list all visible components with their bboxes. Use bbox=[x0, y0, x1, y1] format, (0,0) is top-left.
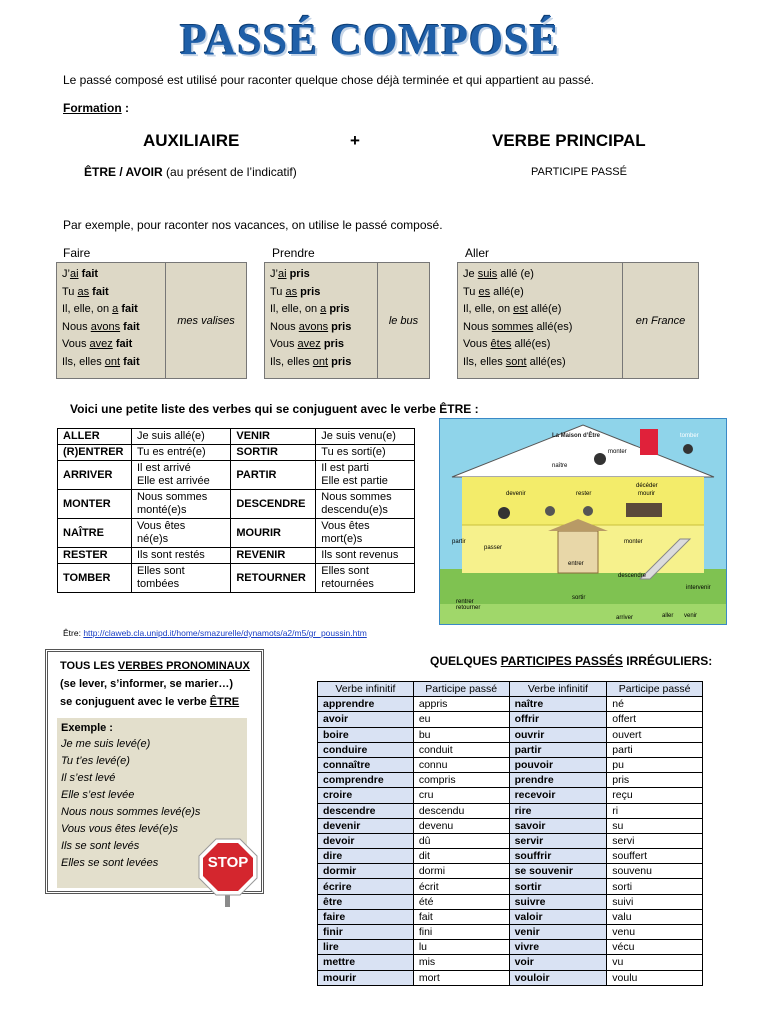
infinitive-cell: devoir bbox=[318, 833, 414, 848]
text-fragment: a bbox=[112, 303, 119, 315]
verb-cell: PARTIR bbox=[231, 461, 316, 490]
text-fragment: fait bbox=[118, 303, 138, 315]
pronominal-line-1 bbox=[60, 660, 250, 672]
text-fragment: pris bbox=[326, 303, 350, 315]
participle-cell: conduit bbox=[413, 742, 509, 757]
house-label-intervenir: intervenir bbox=[686, 585, 711, 591]
infinitive-cell: connaître bbox=[318, 757, 414, 772]
participle-cell: parti bbox=[607, 742, 703, 757]
infinitive-cell: vouloir bbox=[509, 970, 607, 985]
stop-sign-icon bbox=[196, 837, 260, 907]
text-fragment: ÊTRE bbox=[209, 696, 240, 708]
infinitive-cell: offrir bbox=[509, 712, 607, 727]
header-verbe-infinitif-2: Verbe infinitif bbox=[509, 682, 607, 697]
table-row bbox=[318, 727, 703, 742]
verb-cell: RETOURNER bbox=[231, 564, 316, 593]
infinitive-cell: être bbox=[318, 894, 414, 909]
pronominal-example: Je me suis levé(e) bbox=[61, 738, 151, 750]
text-fragment: fait bbox=[120, 320, 140, 333]
infinitive-cell: venir bbox=[509, 925, 607, 940]
page-title: PASSÉ COMPOSÉ bbox=[179, 15, 561, 64]
infinitive-cell: croire bbox=[318, 788, 414, 803]
example-cell: Ils sont restés bbox=[131, 548, 230, 564]
text-fragment: fait bbox=[89, 285, 109, 298]
participle-cell: dit bbox=[413, 849, 509, 864]
conj-box-prendre bbox=[264, 262, 430, 379]
conj-line bbox=[463, 354, 617, 372]
table-row bbox=[58, 519, 415, 548]
verb-cell: DESCENDRE bbox=[231, 490, 316, 519]
conj-heading-prendre: Prendre bbox=[272, 246, 315, 260]
house-title: La Maison d’Être bbox=[552, 433, 601, 439]
house-label-rester: rester bbox=[576, 491, 592, 497]
infinitive-cell: voir bbox=[509, 955, 607, 970]
verb-cell: (R)ENTRER bbox=[58, 445, 132, 461]
infinitive-cell: avoir bbox=[318, 712, 414, 727]
conj-object-prendre: le bus bbox=[388, 314, 419, 327]
table-row bbox=[318, 742, 703, 757]
example-cell: Vous êtes mort(e)s bbox=[316, 519, 415, 548]
irregular-heading bbox=[430, 654, 712, 668]
text-fragment: allé(e) bbox=[527, 303, 562, 315]
etre-verbs-table bbox=[57, 428, 415, 593]
text-fragment: fait bbox=[112, 338, 133, 350]
formation-label: Formation bbox=[63, 101, 122, 115]
participle-cell: écrit bbox=[413, 879, 509, 894]
text-fragment: ai bbox=[277, 268, 287, 280]
text-fragment: suis bbox=[477, 268, 498, 280]
conj-line bbox=[270, 266, 372, 284]
example-sentence: Par exemple, pour raconter nos vacances, on utilise le passé composé. bbox=[63, 218, 443, 232]
infinitive-cell: faire bbox=[318, 909, 414, 924]
text-fragment: êtes bbox=[490, 338, 512, 350]
house-label-descendre: descendre bbox=[618, 573, 647, 579]
conj-lines-aller bbox=[458, 263, 623, 378]
table-row bbox=[318, 849, 703, 864]
house-drawing bbox=[440, 419, 726, 624]
text-fragment: allé(es) bbox=[526, 355, 566, 368]
participle-cell: vu bbox=[607, 955, 703, 970]
house-label-devenir: devenir bbox=[506, 491, 526, 497]
infinitive-cell: apprendre bbox=[318, 697, 414, 712]
verb-cell: REVENIR bbox=[231, 548, 316, 564]
formation-heading bbox=[63, 101, 129, 115]
infinitive-cell: se souvenir bbox=[509, 864, 607, 879]
text-fragment: allé(es) bbox=[533, 320, 573, 333]
verbe-principal-label: VERBE PRINCIPAL bbox=[492, 131, 646, 150]
participle-cell: ri bbox=[607, 803, 703, 818]
conj-line bbox=[270, 284, 372, 302]
table-row bbox=[58, 461, 415, 490]
participle-cell: compris bbox=[413, 773, 509, 788]
infinitive-cell: partir bbox=[509, 742, 607, 757]
text-fragment: pris bbox=[328, 355, 352, 368]
table-row bbox=[318, 773, 703, 788]
pronominal-line-3 bbox=[60, 696, 239, 708]
text-fragment: Vous bbox=[463, 338, 491, 350]
participle-cell: mort bbox=[413, 970, 509, 985]
text-fragment: se conjuguent avec le verbe bbox=[60, 696, 210, 708]
conj-box-aller bbox=[457, 262, 699, 379]
participle-cell: vécu bbox=[607, 940, 703, 955]
etre-avoir: ÊTRE / AVOIR bbox=[84, 165, 163, 179]
infinitive-cell: ouvrir bbox=[509, 727, 607, 742]
verb-cell: ALLER bbox=[58, 429, 132, 445]
source-label: Être: bbox=[63, 628, 84, 638]
participle-cell: voulu bbox=[607, 970, 703, 985]
text-fragment: ai bbox=[69, 268, 79, 280]
participle-cell: devenu bbox=[413, 818, 509, 833]
text-fragment: Tu bbox=[463, 285, 479, 298]
text-fragment: pris bbox=[320, 338, 345, 350]
pronominal-example: Nous nous sommes levé(e)s bbox=[61, 806, 201, 818]
text-fragment: Vous bbox=[270, 338, 298, 350]
text-fragment: Nous bbox=[463, 320, 492, 333]
participle-cell: cru bbox=[413, 788, 509, 803]
text-fragment: avez bbox=[89, 338, 113, 350]
verb-cell: RESTER bbox=[58, 548, 132, 564]
conj-line bbox=[62, 301, 160, 319]
text-fragment: Il, elle, on bbox=[62, 303, 113, 315]
participle-cell: offert bbox=[607, 712, 703, 727]
text-fragment: Tu bbox=[62, 285, 78, 298]
header-participe-passe-2: Participe passé bbox=[607, 682, 703, 697]
header-participe-passe: Participe passé bbox=[413, 682, 509, 697]
conj-line bbox=[463, 284, 617, 302]
participle-cell: reçu bbox=[607, 788, 703, 803]
text-fragment: Nous bbox=[62, 320, 91, 333]
source-line bbox=[63, 628, 367, 638]
text-fragment: Il, elle, on bbox=[270, 303, 321, 315]
infinitive-cell: sortir bbox=[509, 879, 607, 894]
plus-sign: + bbox=[350, 131, 360, 150]
text-fragment: est bbox=[513, 303, 528, 315]
conj-line bbox=[463, 301, 617, 319]
conj-line bbox=[270, 319, 372, 337]
infinitive-cell: mourir bbox=[318, 970, 414, 985]
table-header-row bbox=[318, 682, 703, 697]
participle-cell: valu bbox=[607, 909, 703, 924]
house-label-monter: monter bbox=[624, 539, 643, 545]
infinitive-cell: mettre bbox=[318, 955, 414, 970]
verb-cell: VENIR bbox=[231, 429, 316, 445]
conj-line bbox=[62, 284, 160, 302]
participle-cell: connu bbox=[413, 757, 509, 772]
house-label-arriver: arriver bbox=[616, 615, 634, 621]
table-row bbox=[318, 818, 703, 833]
participle-cell: suivi bbox=[607, 894, 703, 909]
table-row bbox=[58, 429, 415, 445]
text-fragment: J’ bbox=[62, 268, 70, 280]
verb-cell: NAÎTRE bbox=[58, 519, 132, 548]
house-label-mourir: mourir bbox=[638, 491, 656, 497]
example-cell: Il est arrivé Elle est arrivée bbox=[131, 461, 230, 490]
participle-cell: souffert bbox=[607, 849, 703, 864]
conj-heading-faire: Faire bbox=[63, 246, 91, 260]
table-row bbox=[318, 909, 703, 924]
pronominal-example: Vous vous êtes levé(e)s bbox=[61, 823, 178, 835]
text-fragment: a bbox=[320, 303, 327, 315]
participle-cell: appris bbox=[413, 697, 509, 712]
participle-cell: servi bbox=[607, 833, 703, 848]
text-fragment: Ils, elles bbox=[62, 355, 105, 368]
etre-list-heading: Voici une petite liste des verbes qui se conjuguent avec le verbe ÊTRE : bbox=[70, 402, 479, 416]
house-label-entrer: entrer bbox=[568, 561, 584, 567]
conj-line bbox=[463, 266, 617, 284]
infinitive-cell: suivre bbox=[509, 894, 607, 909]
example-cell: Je suis allé(e) bbox=[131, 429, 230, 445]
infinitive-cell: prendre bbox=[509, 773, 607, 788]
text-fragment: pris bbox=[328, 320, 352, 333]
example-cell: Je suis venu(e) bbox=[316, 429, 415, 445]
etre-avoir-line bbox=[84, 165, 297, 179]
infinitive-cell: conduire bbox=[318, 742, 414, 757]
house-label-sortir: sortir bbox=[572, 595, 586, 601]
conj-line bbox=[463, 336, 617, 354]
example-cell: Elles sont tombées bbox=[131, 564, 230, 593]
conj-line bbox=[62, 319, 160, 337]
table-row bbox=[318, 925, 703, 940]
text-fragment: as bbox=[77, 285, 90, 298]
pronominal-example: Ils se sont levés bbox=[61, 840, 140, 852]
text-fragment: as bbox=[285, 285, 298, 298]
text-fragment: allé(e) bbox=[490, 285, 524, 298]
house-label-tomber: tomber bbox=[680, 433, 699, 439]
participle-cell: fini bbox=[413, 925, 509, 940]
conj-lines-faire bbox=[57, 263, 166, 378]
auxiliaire-label: AUXILIAIRE bbox=[143, 131, 240, 150]
infinitive-cell: descendre bbox=[318, 803, 414, 818]
table-row bbox=[318, 788, 703, 803]
text-fragment: Ils, elles bbox=[463, 355, 506, 368]
participle-cell: pu bbox=[607, 757, 703, 772]
text-fragment: Tu bbox=[270, 285, 286, 298]
text-fragment: allé (e) bbox=[497, 268, 534, 280]
house-label-venir: venir bbox=[684, 613, 698, 619]
participle-cell: dû bbox=[413, 833, 509, 848]
infinitive-cell: valoir bbox=[509, 909, 607, 924]
text-fragment: ont bbox=[312, 355, 329, 368]
conj-line bbox=[62, 354, 160, 372]
conj-line bbox=[270, 301, 372, 319]
conj-line bbox=[463, 319, 617, 337]
pronominal-example: Tu t’es levé(e) bbox=[61, 755, 130, 767]
house-label-rentrer: rentrer bbox=[456, 599, 474, 605]
pronominal-example: Elles se sont levées bbox=[61, 857, 159, 869]
text-fragment: fait bbox=[78, 268, 99, 280]
verb-cell: MOURIR bbox=[231, 519, 316, 548]
header-verbe-infinitif: Verbe infinitif bbox=[318, 682, 414, 697]
text-fragment: Je bbox=[463, 268, 478, 280]
example-cell: Tu es sorti(e) bbox=[316, 445, 415, 461]
infinitive-cell: boire bbox=[318, 727, 414, 742]
text-fragment: PARTICIPES PASSÉS bbox=[500, 654, 623, 668]
house-label-deceder: décéder bbox=[636, 483, 658, 489]
infinitive-cell: écrire bbox=[318, 879, 414, 894]
conj-object-faire: mes valises bbox=[177, 314, 235, 327]
irregular-participles-table bbox=[317, 681, 703, 986]
table-row bbox=[318, 757, 703, 772]
text-fragment: VERBES PRONOMINAUX bbox=[117, 660, 250, 672]
house-label-naitre: naître bbox=[552, 463, 568, 469]
text-fragment: ont bbox=[104, 355, 121, 368]
pronominal-example-label: Exemple : bbox=[61, 722, 113, 734]
pronominal-example: Elle s’est levée bbox=[61, 789, 135, 801]
text-fragment: J’ bbox=[270, 268, 278, 280]
text-fragment: TOUS LES bbox=[60, 660, 118, 672]
conj-heading-aller: Aller bbox=[465, 246, 490, 260]
table-row bbox=[318, 879, 703, 894]
example-cell: Nous sommes monté(e)s bbox=[131, 490, 230, 519]
participle-cell: souvenu bbox=[607, 864, 703, 879]
participle-cell: venu bbox=[607, 925, 703, 940]
infinitive-cell: dormir bbox=[318, 864, 414, 879]
participle-cell: dormi bbox=[413, 864, 509, 879]
text-fragment: Vous bbox=[62, 338, 90, 350]
verb-cell: ARRIVER bbox=[58, 461, 132, 490]
verb-cell: MONTER bbox=[58, 490, 132, 519]
text-fragment: avons bbox=[90, 320, 121, 333]
participle-cell: sorti bbox=[607, 879, 703, 894]
table-row bbox=[58, 548, 415, 564]
example-cell: Tu es entré(e) bbox=[131, 445, 230, 461]
text-fragment: avez bbox=[297, 338, 321, 350]
house-label-passer: passer bbox=[484, 545, 503, 551]
text-fragment: Nous bbox=[270, 320, 299, 333]
participle-cell: né bbox=[607, 697, 703, 712]
infinitive-cell: naître bbox=[509, 697, 607, 712]
etre-avoir-note: (au présent de l’indicatif) bbox=[162, 165, 297, 179]
infinitive-cell: dire bbox=[318, 849, 414, 864]
participle-cell: su bbox=[607, 818, 703, 833]
table-row bbox=[318, 940, 703, 955]
pronominal-line-2: (se lever, s’informer, se marier…) bbox=[60, 678, 234, 690]
participle-cell: mis bbox=[413, 955, 509, 970]
table-row bbox=[318, 833, 703, 848]
conj-line bbox=[270, 354, 372, 372]
table-row bbox=[58, 445, 415, 461]
example-cell: Elles sont retournées bbox=[316, 564, 415, 593]
infinitive-cell: recevoir bbox=[509, 788, 607, 803]
table-row bbox=[318, 697, 703, 712]
table-row bbox=[318, 712, 703, 727]
table-row bbox=[318, 894, 703, 909]
maison-d-etre-illustration bbox=[439, 418, 727, 625]
participle-cell: descendu bbox=[413, 803, 509, 818]
table-row bbox=[318, 970, 703, 985]
text-fragment: allé(es) bbox=[511, 338, 551, 350]
table-row bbox=[318, 955, 703, 970]
infinitive-cell: pouvoir bbox=[509, 757, 607, 772]
text-fragment: sont bbox=[505, 355, 527, 368]
infinitive-cell: lire bbox=[318, 940, 414, 955]
verb-cell: SORTIR bbox=[231, 445, 316, 461]
text-fragment: avons bbox=[298, 320, 329, 333]
table-row bbox=[318, 864, 703, 879]
table-row bbox=[318, 803, 703, 818]
participe-passe-label: PARTICIPE PASSÉ bbox=[531, 166, 627, 178]
text-fragment: fait bbox=[120, 355, 140, 368]
intro-text: Le passé composé est utilisé pour raconter quelque chose déjà terminée et qui appartient au passé. bbox=[63, 73, 594, 87]
source-link[interactable]: http://claweb.cla.unipd.it/home/smazurelle/dynamots/a2/m5/gr_poussin.htm bbox=[83, 628, 367, 638]
text-fragment: es bbox=[478, 285, 491, 298]
conj-lines-prendre bbox=[265, 263, 378, 378]
stop-sign-label: STOP bbox=[207, 854, 249, 871]
infinitive-cell: souffrir bbox=[509, 849, 607, 864]
text-fragment: IRRÉGULIERS: bbox=[622, 654, 713, 668]
conj-object-aller: en France bbox=[635, 314, 686, 327]
participle-cell: ouvert bbox=[607, 727, 703, 742]
participle-cell: lu bbox=[413, 940, 509, 955]
text-fragment: pris bbox=[286, 268, 310, 280]
stop-sign bbox=[196, 837, 260, 907]
example-cell: Il est parti Elle est partie bbox=[316, 461, 415, 490]
infinitive-cell: comprendre bbox=[318, 773, 414, 788]
infinitive-cell: devenir bbox=[318, 818, 414, 833]
participle-cell: eu bbox=[413, 712, 509, 727]
conj-line bbox=[62, 336, 160, 354]
house-label-retourner: retourner bbox=[456, 605, 481, 611]
participle-cell: été bbox=[413, 894, 509, 909]
verb-cell: TOMBER bbox=[58, 564, 132, 593]
house-label-aller: aller bbox=[662, 613, 674, 619]
text-fragment: Ils, elles bbox=[270, 355, 313, 368]
conj-line bbox=[62, 266, 160, 284]
pronominal-example: Il s’est levé bbox=[61, 772, 116, 784]
table-row bbox=[58, 564, 415, 593]
infinitive-cell: rire bbox=[509, 803, 607, 818]
infinitive-cell: servir bbox=[509, 833, 607, 848]
conj-box-faire bbox=[56, 262, 247, 379]
formation-colon: : bbox=[121, 101, 130, 115]
infinitive-cell: savoir bbox=[509, 818, 607, 833]
participle-cell: bu bbox=[413, 727, 509, 742]
example-cell: Ils sont revenus bbox=[316, 548, 415, 564]
house-label-monter-roof: monter bbox=[608, 449, 627, 455]
text-fragment: pris bbox=[297, 285, 321, 298]
text-fragment: sommes bbox=[491, 320, 534, 333]
participle-cell: fait bbox=[413, 909, 509, 924]
table-row bbox=[58, 490, 415, 519]
infinitive-cell: finir bbox=[318, 925, 414, 940]
conj-line bbox=[270, 336, 372, 354]
text-fragment: QUELQUES bbox=[430, 654, 501, 668]
text-fragment: Il, elle, on bbox=[463, 303, 514, 315]
example-cell: Vous êtes né(e)s bbox=[131, 519, 230, 548]
example-cell: Nous sommes descendu(e)s bbox=[316, 490, 415, 519]
house-label-partir: partir bbox=[452, 539, 466, 545]
participle-cell: pris bbox=[607, 773, 703, 788]
infinitive-cell: vivre bbox=[509, 940, 607, 955]
